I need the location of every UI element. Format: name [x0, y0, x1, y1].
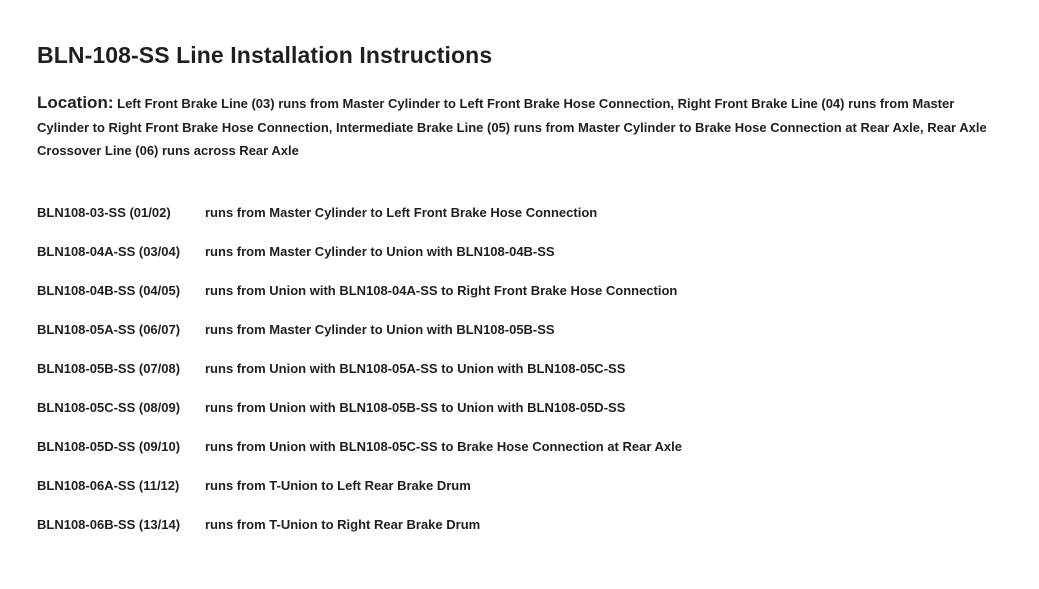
- location-label: Location:: [37, 93, 114, 112]
- brake-line-code: BLN108-05B-SS (07/08): [37, 361, 181, 376]
- brake-line-description: runs from Union with BLN108-05B-SS to Union with BLN108-05D-SS: [205, 400, 626, 415]
- brake-line-row: [37, 280, 682, 319]
- brake-line-row: [37, 397, 682, 436]
- location-paragraph: [37, 91, 987, 163]
- brake-line-row: [37, 241, 682, 280]
- location-text: Left Front Brake Line (03) runs from Master Cylinder to Left Front Brake Hose Connection, Right Front Brake Line (04) runs from Master Cylinder to Right Front Brake Hose Connection, Intermediate Brake Line (05) runs from Master Cylinder to Brake Hose Connection at Rear Axle, Rear Axle Crossover Line (06) runs across Rear Axle: [37, 96, 987, 158]
- brake-line-description: runs from T-Union to Right Rear Brake Drum: [205, 517, 481, 532]
- brake-line-description: runs from Master Cylinder to Left Front Brake Hose Connection: [205, 205, 598, 220]
- brake-line-code: BLN108-06A-SS (11/12): [37, 478, 180, 493]
- brake-line-code: BLN108-06B-SS (13/14): [37, 517, 181, 532]
- brake-line-row: [37, 202, 682, 241]
- brake-line-row: [37, 358, 682, 397]
- brake-line-description: runs from Union with BLN108-04A-SS to Right Front Brake Hose Connection: [205, 283, 678, 298]
- brake-line-description: runs from Master Cylinder to Union with BLN108-05B-SS: [205, 322, 555, 337]
- page-title: BLN-108-SS Line Installation Instructions: [37, 42, 493, 68]
- brake-line-code: BLN108-05D-SS (09/10): [37, 439, 181, 454]
- brake-line-description: runs from Master Cylinder to Union with BLN108-04B-SS: [205, 244, 555, 259]
- brake-line-code: BLN108-03-SS (01/02): [37, 205, 171, 220]
- brake-line-row: [37, 319, 682, 358]
- brake-line-code: BLN108-05A-SS (06/07): [37, 322, 181, 337]
- brake-line-code: BLN108-05C-SS (08/09): [37, 400, 181, 415]
- brake-line-row: [37, 436, 682, 475]
- brake-line-description: runs from T-Union to Left Rear Brake Drum: [205, 478, 471, 493]
- brake-line-code: BLN108-04A-SS (03/04): [37, 244, 181, 259]
- brake-line-list: [37, 202, 682, 553]
- brake-line-row: [37, 475, 682, 514]
- brake-line-description: runs from Union with BLN108-05C-SS to Brake Hose Connection at Rear Axle: [205, 439, 682, 454]
- brake-line-code: BLN108-04B-SS (04/05): [37, 283, 181, 298]
- brake-line-row: [37, 514, 682, 553]
- brake-line-description: runs from Union with BLN108-05A-SS to Union with BLN108-05C-SS: [205, 361, 626, 376]
